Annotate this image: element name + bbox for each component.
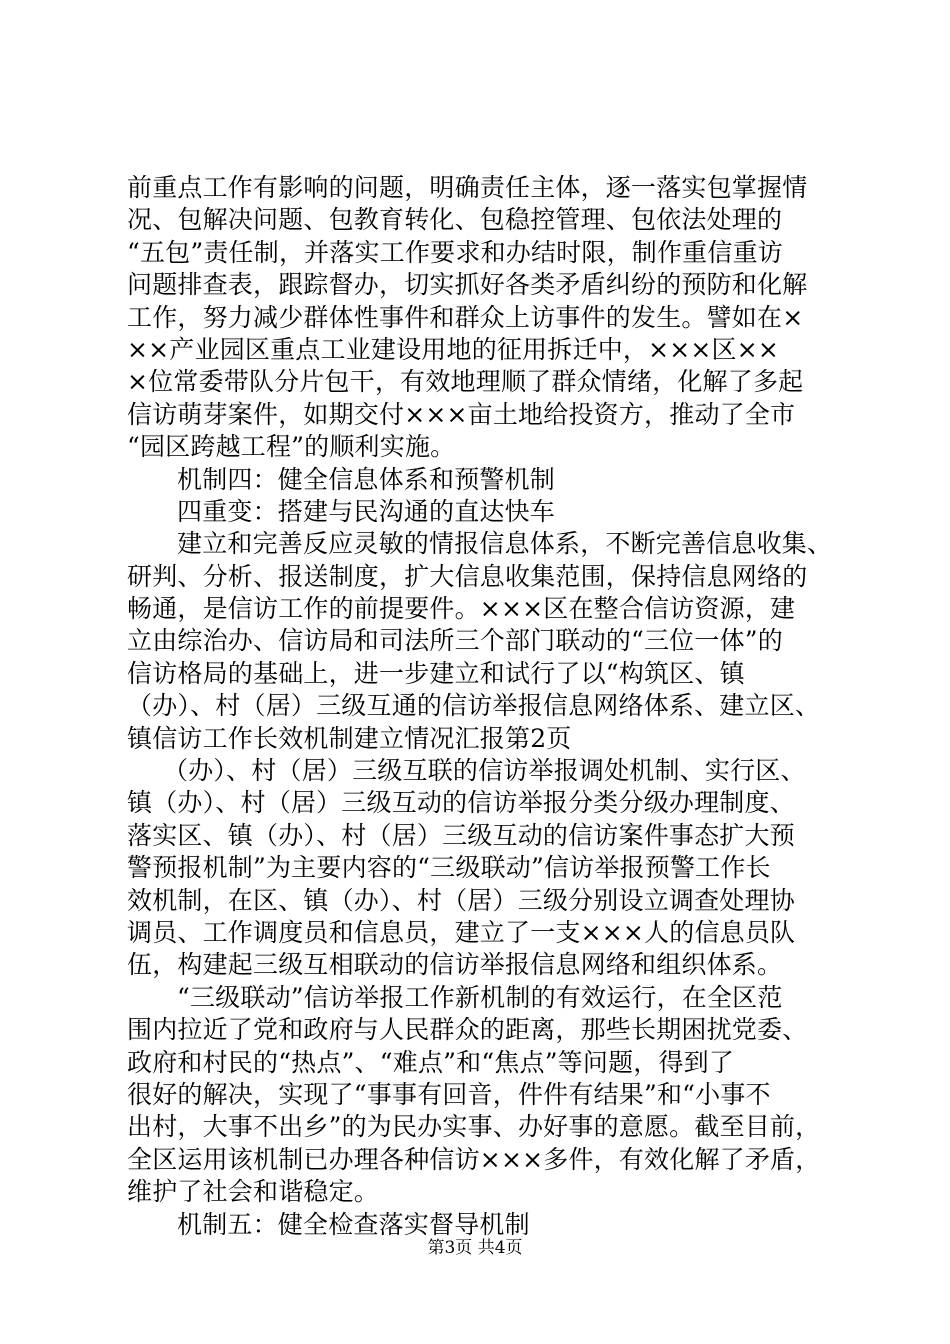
text-line: 效机制，在区、镇（办）、村（居）三级分别设立调查处理协: [127, 885, 795, 915]
text-line: 围内拉近了党和政府与人民群众的距离，那些长期困扰党委、: [127, 1015, 808, 1045]
text-line: 前重点工作有影响的问题，明确责任主体，逐一落实包掌握情: [127, 173, 808, 202]
text-line: 镇（办）、村（居）三级互动的信访举报分类分级办理制度、: [127, 788, 795, 818]
text-line: 畅通，是信访工作的前提要件。×××区在整合信访资源，建: [127, 594, 796, 624]
text-line: 落实区、镇（办）、村（居）三级互动的信访案件事态扩大预: [127, 820, 795, 850]
text-line: 信访格局的基础上，进一步建立和试行了以“构筑区、镇: [127, 658, 745, 688]
text-line: 立由综治办、信访局和司法所三个部门联动的“三位一体”的: [127, 626, 783, 656]
text-line: 工作，努力减少群体性事件和群众上访事件的发生。譬如在×: [127, 302, 804, 332]
text-line: 维护了社会和谐稳定。: [127, 1177, 380, 1207]
text-line: 况、包解决问题、包教育转化、包稳控管理、包依法处理的: [127, 205, 783, 235]
document-body: [127, 172, 867, 1241]
text-line: 信访萌芽案件，如期交付×××亩土地给投资方，推动了全市: [127, 399, 796, 429]
text-line: “园区跨越工程”的顺利实施。: [127, 432, 456, 462]
section-heading: 机制四：健全信息体系和预警机制: [177, 464, 556, 494]
text-line: 全区运用该机制已办理各种信访×××多件，有效化解了矛盾，: [127, 1144, 821, 1174]
text-line: （办）、村（居）三级互通的信访举报信息网络体系、建立区、: [127, 691, 821, 721]
text-line: 镇信访工作长效机制建立情况汇报第2页: [127, 723, 572, 753]
text-line: ××产业园区重点工业建设用地的征用拆迁中，×××区××: [127, 334, 780, 364]
text-line: 警预报机制”为主要内容的“三级联动”信访举报预警工作长: [127, 853, 771, 883]
text-line: 研判、分析、报送制度，扩大信息收集范围，保持信息网络的: [127, 561, 808, 591]
text-line: 出村，大事不出乡”的为民办实事、办好事的意愿。截至目前，: [127, 1112, 821, 1142]
section-heading: 机制五：健全检查落实督导机制: [177, 1209, 530, 1239]
text-line: 伍，构建起三级互相联动的信访举报信息网络和组织体系。: [127, 950, 783, 980]
text-line: 问题排查表，跟踪督办，切实抓好各类矛盾纠纷的预防和化解: [127, 270, 808, 300]
text-line: 很好的解决，实现了“事事有回音，件件有结果”和“小事不: [127, 1079, 771, 1109]
text-line: “五包”责任制，并落实工作要求和办结时限，制作重信重访: [127, 237, 783, 267]
page-footer: 第3页 共4页: [427, 1238, 523, 1258]
section-subheading: 四重变：搭建与民沟通的直达快车: [177, 496, 556, 526]
text-line: （办）、村（居）三级互联的信访举报调处机制、实行区、: [163, 756, 806, 786]
text-line: ×位常委带队分片包干，有效地理顺了群众情绪，化解了多起: [127, 367, 804, 397]
text-line: 调员、工作调度员和信息员，建立了一支×××人的信息员队: [127, 917, 796, 947]
text-line: 建立和完善反应灵敏的情报信息体系，不断完善信息收集、: [177, 529, 833, 559]
text-line: 政府和村民的“热点”、“难点”和“焦点”等问题，得到了: [127, 1047, 735, 1077]
text-line: “三级联动”信访举报工作新机制的有效运行，在全区范: [177, 982, 783, 1012]
